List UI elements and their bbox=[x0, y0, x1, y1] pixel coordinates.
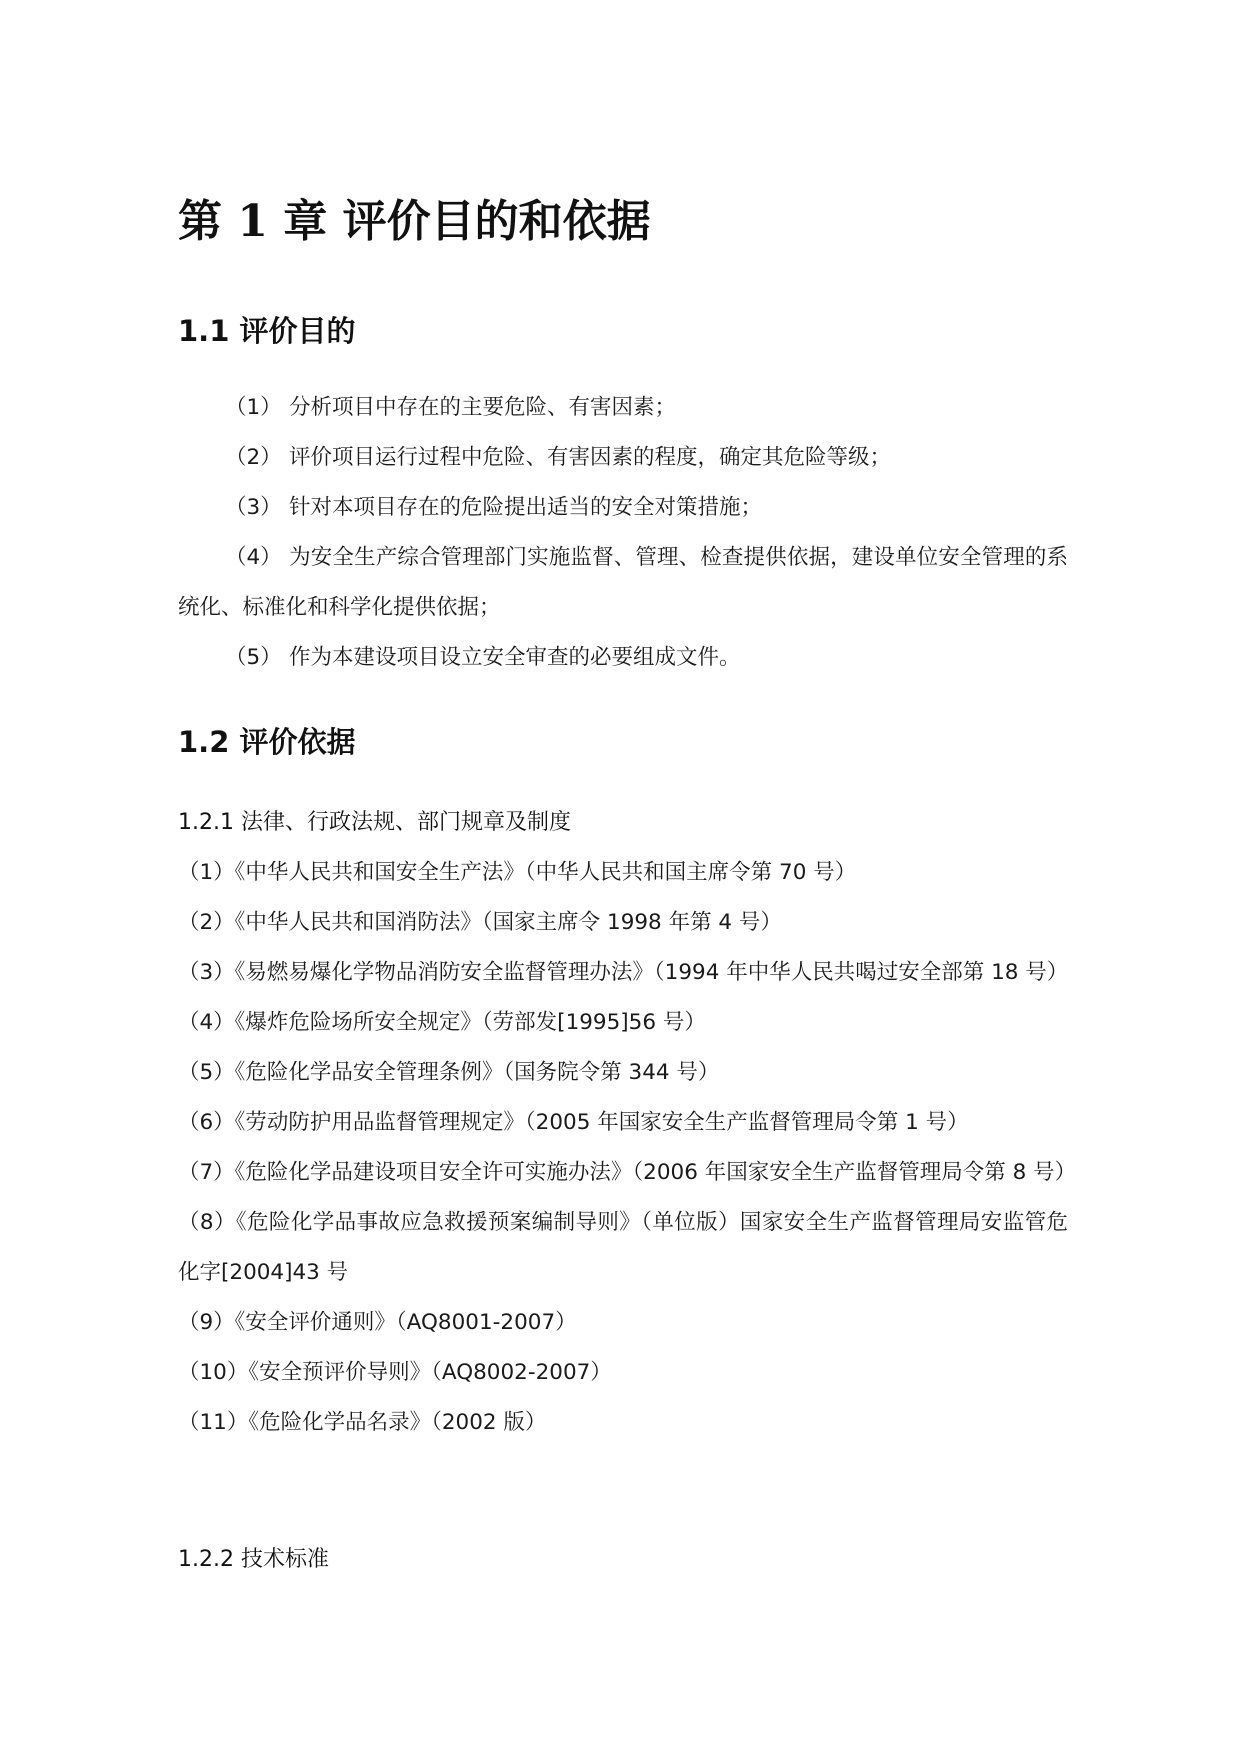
basis-item: （3）《易燃易爆化学物品消防安全监督管理办法》（1994 年中华人民共喝过安全部第 18 号） bbox=[178, 960, 1069, 985]
subsection-title-laws: 1.2.1 法律、行政法规、部门规章及制度 bbox=[178, 810, 571, 835]
basis-item: （6）《劳动防护用品监督管理规定》（2005 年国家安全生产监督管理局令第 1 号） bbox=[178, 1110, 969, 1135]
basis-item: （11）《危险化学品名录》（2002 版） bbox=[178, 1410, 547, 1435]
basis-item: （1）《中华人民共和国安全生产法》（中华人民共和国主席令第 70 号） bbox=[178, 860, 857, 885]
purpose-item-text: 分析项目中存在的主要危险、有害因素； bbox=[289, 395, 677, 420]
purpose-item bbox=[178, 633, 1068, 683]
basis-item: （8）《危险化学品事故应急救援预案编制导则》（单位版）国家安全生产监督管理局安监管危化字[2004]43 号 bbox=[178, 1210, 1068, 1285]
purpose-item-text: 作为本建设项目设立安全审查的必要组成文件。 bbox=[289, 645, 741, 670]
purpose-item-number: （2） bbox=[225, 445, 282, 470]
basis-item: （7）《危险化学品建设项目安全许可实施办法》（2006 年国家安全生产监督管理局令第 8 号） bbox=[178, 1160, 1077, 1185]
section-title-purpose: 1.1 评价目的 bbox=[178, 314, 356, 348]
purpose-item bbox=[178, 533, 1068, 633]
purpose-item-number: （1） bbox=[225, 395, 282, 420]
chapter-title: 第 1 章 评价目的和依据 bbox=[178, 196, 651, 247]
basis-item: （4）《爆炸危险场所安全规定》（劳部发[1995]56 号） bbox=[178, 1010, 706, 1035]
purpose-item-text: 评价项目运行过程中危险、有害因素的程度，确定其危险等级； bbox=[289, 445, 892, 470]
purpose-item-number: （3） bbox=[225, 495, 282, 520]
purpose-list bbox=[178, 383, 1068, 683]
purpose-item-text: 为安全生产综合管理部门实施监督、管理、检查提供依据，建设单位安全管理的系统化、标准化和科学化提供依据； bbox=[178, 545, 1068, 620]
basis-item: （10）《安全预评价导则》（AQ8002-2007） bbox=[178, 1360, 612, 1385]
purpose-item-number: （5） bbox=[225, 645, 282, 670]
section-title-basis: 1.2 评价依据 bbox=[178, 725, 356, 759]
basis-item: （9）《安全评价通则》（AQ8001-2007） bbox=[178, 1310, 577, 1335]
purpose-item bbox=[178, 383, 1068, 433]
purpose-item-text: 针对本项目存在的危险提出适当的安全对策措施； bbox=[289, 495, 763, 520]
purpose-item bbox=[178, 483, 1068, 533]
basis-item: （2）《中华人民共和国消防法》（国家主席令 1998 年第 4 号） bbox=[178, 910, 782, 935]
basis-item: （5）《危险化学品安全管理条例》（国务院令第 344 号） bbox=[178, 1060, 720, 1085]
subsection-title-standards: 1.2.2 技术标准 bbox=[178, 1547, 329, 1572]
purpose-item-number: （4） bbox=[225, 545, 282, 570]
purpose-item bbox=[178, 433, 1068, 483]
basis-list bbox=[178, 848, 1077, 1448]
